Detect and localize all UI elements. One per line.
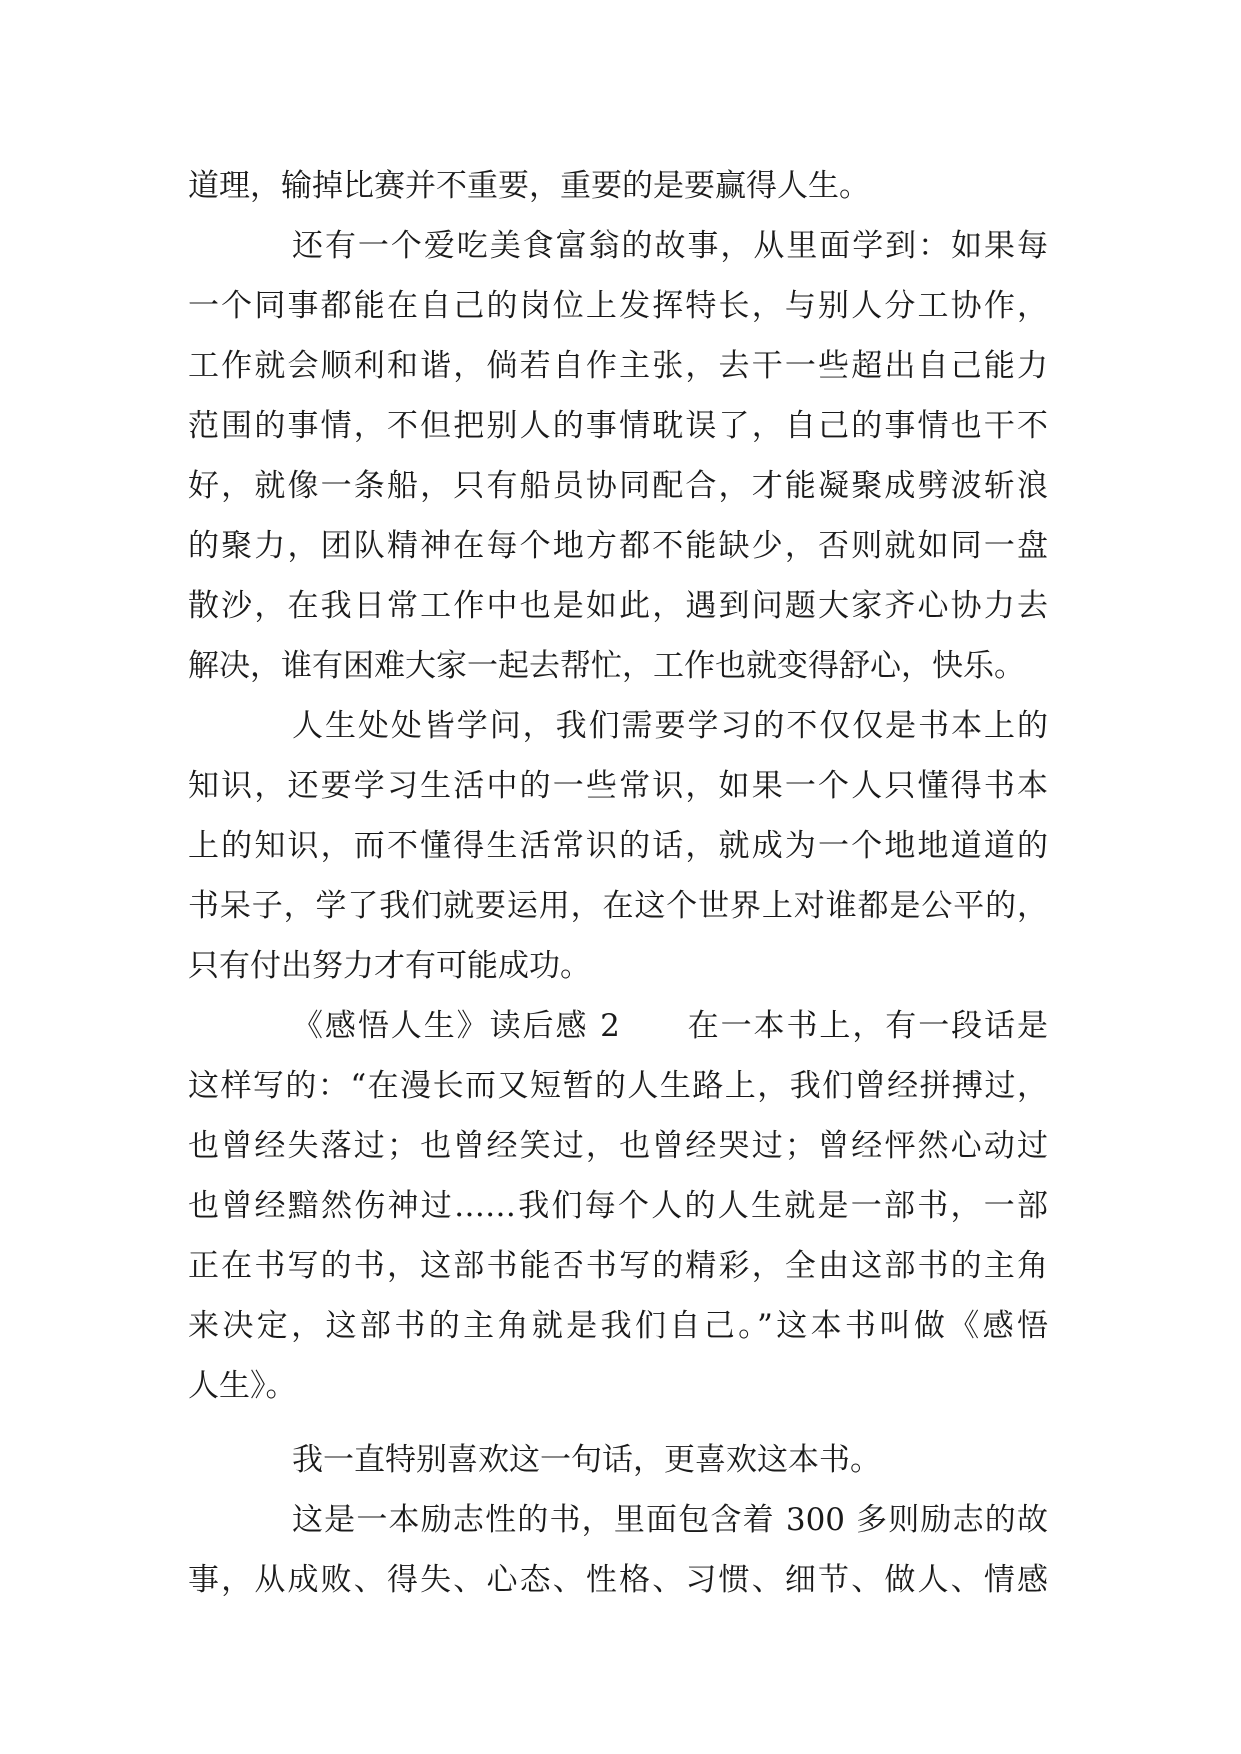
text-line: 正在书写的书，这部书能否书写的精彩，全由这部书的主角: [188, 1248, 1048, 1284]
text-line: 解决，谁有困难大家一起去帮忙，工作也就变得舒心，快乐。: [188, 648, 1025, 684]
text-line: 的聚力，团队精神在每个地方都不能缺少，否则就如同一盘: [188, 528, 1048, 564]
text-line: 散沙，在我日常工作中也是如此，遇到问题大家齐心协力去: [188, 588, 1048, 624]
text-line: 这样写的：“在漫长而又短暂的人生路上，我们曾经拼搏过，: [188, 1068, 1048, 1104]
text-line: 书呆子，学了我们就要运用，在这个世界上对谁都是公平的，: [188, 888, 1048, 924]
text-line: 知识，还要学习生活中的一些常识，如果一个人只懂得书本: [188, 768, 1048, 804]
text-line: 上的知识，而不懂得生活常识的话，就成为一个地地道道的: [188, 828, 1048, 864]
text-line: 也曾经黯然伤神过……我们每个人的人生就是一部书，一部: [188, 1188, 1048, 1224]
document-body: [188, 156, 1048, 1610]
text-line: 道理，输掉比赛并不重要，重要的是要赢得人生。: [188, 168, 870, 204]
text-line: 一个同事都能在自己的岗位上发挥特长，与别人分工协作，: [188, 288, 1048, 324]
text-line: 好，就像一条船，只有船员协同配合，才能凝聚成劈波斩浪: [188, 468, 1048, 504]
paragraph-first-line: 这是一本励志性的书，里面包含着 300 多则励志的故: [292, 1502, 1048, 1538]
text-line: 工作就会顺利和谐，倘若自作主张，去干一些超出自己能力: [188, 348, 1048, 384]
text-line: 来决定，这部书的主角就是我们自己。”这本书叫做《感悟: [188, 1308, 1048, 1344]
text-line: 人生》。: [188, 1368, 297, 1404]
text-line: 只有付出努力才有可能成功。: [188, 948, 591, 984]
paragraph-first-line: 我一直特别喜欢这一句话，更喜欢这本书。: [292, 1442, 881, 1478]
paragraph-first-line: 还有一个爱吃美食富翁的故事，从里面学到：如果每: [292, 228, 1048, 264]
section-heading-line: 《感悟人生》读后感 2 在一本书上，有一段话是: [292, 1008, 1048, 1044]
paragraph-first-line: 人生处处皆学问，我们需要学习的不仅仅是书本上的: [292, 708, 1048, 744]
text-line: 也曾经失落过；也曾经笑过，也曾经哭过；曾经怦然心动过: [188, 1128, 1048, 1164]
text-line: 事，从成败、得失、心态、性格、习惯、细节、做人、情感: [188, 1562, 1048, 1598]
text-line: 范围的事情，不但把别人的事情耽误了，自己的事情也干不: [188, 408, 1048, 444]
